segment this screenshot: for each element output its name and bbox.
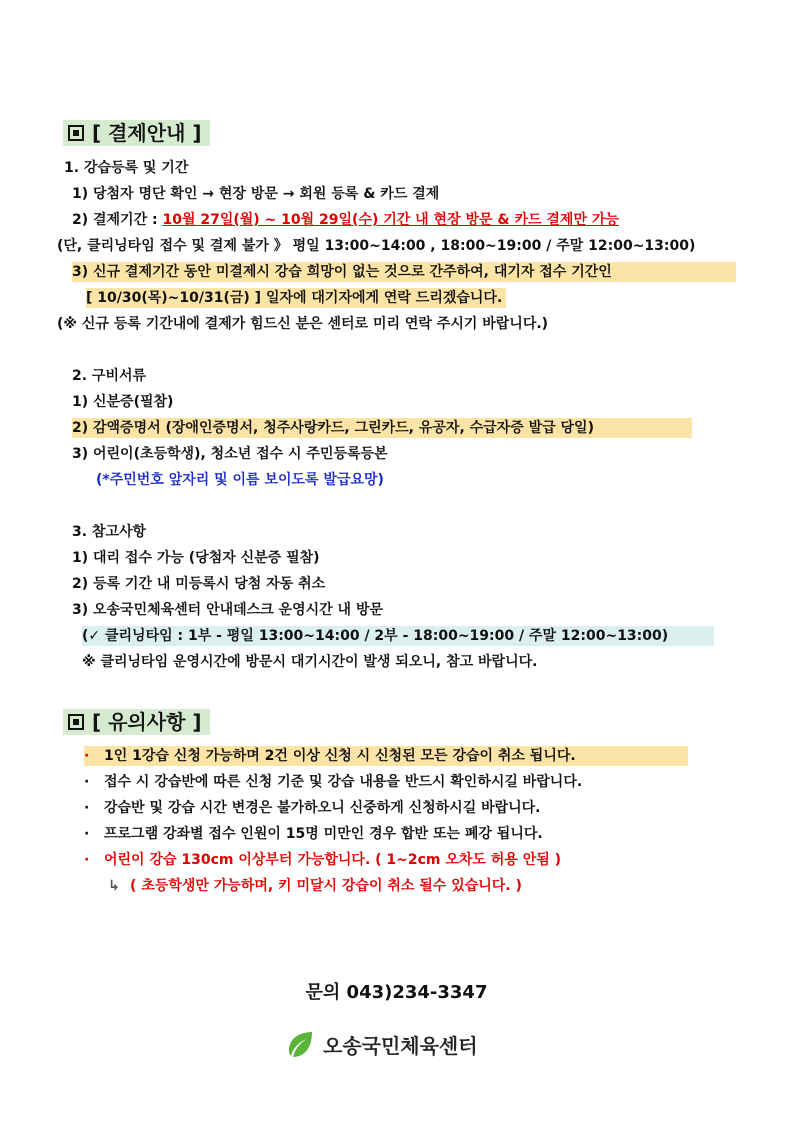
cleaning-time-notice: (단, 클리닝타임 접수 및 결제 불가 》 평일 13:00~14:00 , 18:00~19:00 / 주말 12:00~13:00): [57, 238, 696, 254]
center-logo: [285, 1029, 478, 1059]
caution-sub-note: [108, 876, 522, 896]
section1-item2-prefix: 2) 결제기간 :: [72, 212, 163, 228]
section1-item3-line2: [ 10/30(목)~10/31(금) ] 일자에 대기자에게 연락 드리겠습니다.: [86, 288, 506, 308]
caution-item-text: 어린이 강습 130cm 이상부터 가능합니다. ( 1~2cm 오차도 허용 안됨 ): [104, 852, 562, 868]
section3-title: 3. 참고사항: [72, 524, 147, 540]
caution-heading: [63, 709, 210, 735]
caution-item: [84, 850, 561, 870]
section2-title: 2. 구비서류: [72, 368, 147, 384]
bullet-dot-icon: ·: [84, 826, 90, 842]
section2-item2: 2) 감액증명서 (장애인증명서, 청주사랑카드, 그린카드, 유공자, 수급자증 발급 당일): [72, 418, 692, 438]
section3-item1: 1) 대리 접수 가능 (당첨자 신분증 필참): [72, 550, 320, 566]
section1-item1: 1) 당첨자 명단 확인 → 현장 방문 → 회원 등록 & 카드 결제: [72, 186, 440, 202]
caution-item-text: 강습반 및 강습 시간 변경은 불가하오니 신중하게 신청하시길 바랍니다.: [104, 800, 541, 816]
cleaning-time-waiting-note: ※ 클리닝타임 운영시간에 방문시 대기시간이 발생 되오니, 참고 바랍니다.: [82, 654, 538, 670]
square-bullet-icon: [68, 125, 84, 141]
corner-arrow-icon: ↳: [108, 878, 120, 894]
caution-sub-note-text: ( 초등학생만 가능하며, 키 미달시 강습이 취소 될수 있습니다. ): [130, 878, 522, 894]
contact-phone: 문의 043)234-3347: [305, 982, 488, 1003]
caution-item: [84, 746, 688, 766]
section3-item3: 3) 오송국민체육센터 안내데스크 운영시간 내 방문: [72, 602, 383, 618]
payment-heading-text: [ 결제안내 ]: [92, 121, 202, 145]
bullet-dot-icon: ·: [84, 852, 90, 868]
section2-item3: 3) 어린이(초등학생), 청소년 접수 시 주민등록등본: [72, 446, 388, 462]
bullet-dot-icon: ·: [84, 800, 90, 816]
bullet-dot-icon: ·: [84, 748, 90, 764]
payment-period: 10월 27일(월) ~ 10월 29일(수) 기간 내 현장 방문 & 카드 결제만 가능: [162, 212, 619, 228]
caution-item-text: 1인 1강습 신청 가능하며 2건 이상 신청 시 신청된 모든 강습이 취소 됩니다.: [104, 748, 576, 764]
cleaning-time-schedule: (✓ 클리닝타임 : 1부 - 평일 13:00~14:00 / 2부 - 18:00~19:00 / 주말 12:00~13:00): [82, 626, 714, 646]
caution-item-text: 접수 시 강습반에 따른 신청 기준 및 강습 내용을 반드시 확인하시길 바랍니다.: [104, 774, 583, 790]
caution-item: [84, 772, 582, 792]
section2-item1: 1) 신분증(필참): [72, 394, 174, 410]
caution-item: [84, 798, 541, 818]
section2-item3-note: (*주민번호 앞자리 및 이름 보이도록 발급요망): [96, 472, 384, 488]
square-bullet-icon: [68, 714, 84, 730]
payment-heading: [63, 120, 210, 146]
section1-title: 1. 강습등록 및 기간: [64, 160, 189, 176]
section3-item2: 2) 등록 기간 내 미등록시 당첨 자동 취소: [72, 576, 326, 592]
bullet-dot-icon: ·: [84, 774, 90, 790]
caution-item: [84, 824, 543, 844]
section1-item3-line1: 3) 신규 결제기간 동안 미결제시 강습 희망이 없는 것으로 간주하여, 대기자 접수 기간인: [72, 262, 736, 282]
caution-heading-text: [ 유의사항 ]: [92, 710, 202, 734]
caution-item-text: 프로그램 강좌별 접수 인원이 15명 미만인 경우 합반 또는 폐강 됩니다.: [104, 826, 543, 842]
section1-item2: [72, 210, 619, 230]
center-name: 오송국민체육센터: [323, 1033, 478, 1058]
payment-contact-notice: (※ 신규 등록 기간내에 결제가 힘드신 분은 센터로 미리 연락 주시기 바랍니다.): [57, 316, 549, 332]
leaf-logo-icon: [285, 1029, 315, 1059]
